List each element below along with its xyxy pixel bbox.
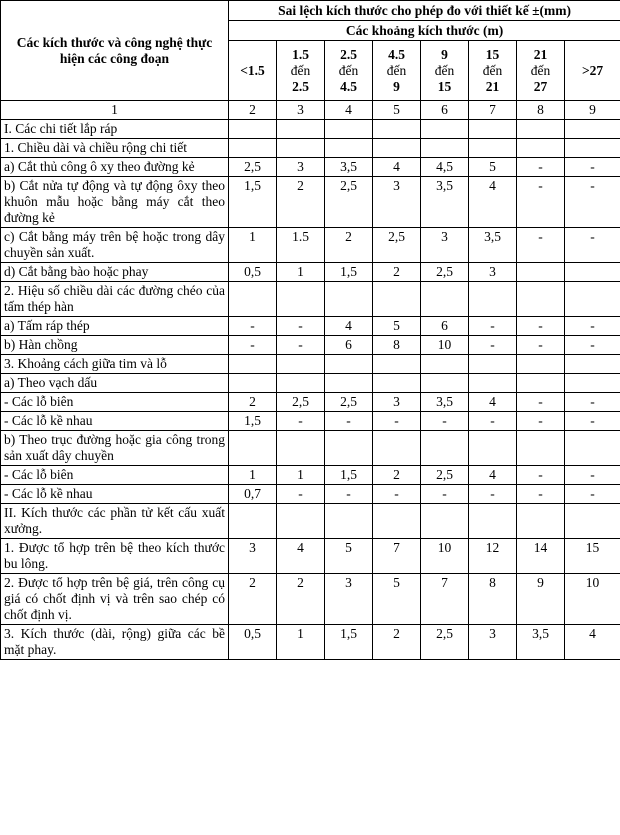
tolerance-value: 2,5 bbox=[421, 466, 469, 485]
tolerance-value: 3 bbox=[277, 158, 325, 177]
tolerance-value: 7 bbox=[373, 539, 421, 574]
column-number: 2 bbox=[229, 101, 277, 120]
tolerance-value: 6 bbox=[325, 336, 373, 355]
tolerance-value: - bbox=[277, 336, 325, 355]
table-row bbox=[1, 139, 620, 158]
column-numbers-row bbox=[1, 101, 620, 120]
column-number: 5 bbox=[373, 101, 421, 120]
row-description: 1. Chiều dài và chiều rộng chi tiết bbox=[1, 139, 229, 158]
tolerance-value: - bbox=[565, 485, 620, 504]
range-header bbox=[373, 41, 421, 101]
tolerance-value bbox=[229, 120, 277, 139]
tolerance-value: - bbox=[565, 412, 620, 431]
tolerance-value: - bbox=[277, 317, 325, 336]
table-row bbox=[1, 485, 620, 504]
tolerance-value bbox=[373, 282, 421, 317]
table-row bbox=[1, 317, 620, 336]
tolerance-value bbox=[565, 431, 620, 466]
range-header bbox=[469, 41, 517, 101]
tolerance-value bbox=[373, 120, 421, 139]
tolerance-value bbox=[517, 374, 565, 393]
tolerance-value bbox=[325, 431, 373, 466]
tolerance-value: - bbox=[565, 228, 620, 263]
tolerance-value: 1 bbox=[229, 466, 277, 485]
range-header bbox=[277, 41, 325, 101]
tolerance-value bbox=[229, 504, 277, 539]
tolerance-value: 3 bbox=[373, 177, 421, 228]
tolerance-value bbox=[469, 374, 517, 393]
range-header-text: 15 bbox=[485, 46, 500, 62]
tolerance-value: 1,5 bbox=[325, 625, 373, 660]
tolerance-value bbox=[565, 139, 620, 158]
tolerance-value: 5 bbox=[373, 574, 421, 625]
tolerance-value: 3 bbox=[229, 539, 277, 574]
table-row bbox=[1, 431, 620, 466]
tolerance-value: 3,5 bbox=[421, 393, 469, 412]
tolerance-value: 10 bbox=[421, 539, 469, 574]
row-description: a) Theo vạch dấu bbox=[1, 374, 229, 393]
tolerance-value: - bbox=[325, 485, 373, 504]
tolerance-value: 3 bbox=[469, 263, 517, 282]
tolerance-value: 4,5 bbox=[421, 158, 469, 177]
tolerance-value: - bbox=[277, 412, 325, 431]
row-description: 2. Hiệu số chiều dài các đường chéo của tấm thép hàn bbox=[1, 282, 229, 317]
tolerance-value: 3,5 bbox=[469, 228, 517, 263]
tolerance-value: 5 bbox=[373, 317, 421, 336]
tolerance-value bbox=[325, 282, 373, 317]
tolerance-value bbox=[517, 120, 565, 139]
tolerance-value: 15 bbox=[565, 539, 620, 574]
tolerance-value: 0,5 bbox=[229, 263, 277, 282]
tolerance-value: 14 bbox=[517, 539, 565, 574]
tolerance-value: 0,5 bbox=[229, 625, 277, 660]
tolerance-value: - bbox=[373, 485, 421, 504]
section-heading: I. Các chi tiết lắp ráp bbox=[1, 120, 229, 139]
tolerance-value: 1 bbox=[277, 466, 325, 485]
tolerance-value: 10 bbox=[565, 574, 620, 625]
tolerance-value bbox=[229, 374, 277, 393]
tolerance-value bbox=[565, 374, 620, 393]
tolerance-value: - bbox=[469, 336, 517, 355]
table-row bbox=[1, 355, 620, 374]
table-row bbox=[1, 393, 620, 412]
tolerance-value: 2,5 bbox=[421, 625, 469, 660]
tolerance-value bbox=[277, 120, 325, 139]
tolerance-value: 4 bbox=[277, 539, 325, 574]
tolerance-value: - bbox=[565, 336, 620, 355]
row-description: 3. Khoảng cách giữa tim và lỗ bbox=[1, 355, 229, 374]
tolerance-value bbox=[277, 374, 325, 393]
column-number: 8 bbox=[517, 101, 565, 120]
range-header bbox=[325, 41, 373, 101]
tolerance-value: 1 bbox=[229, 228, 277, 263]
tolerance-value: 3 bbox=[373, 393, 421, 412]
row-description: 3. Kích thước (dài, rộng) giữa các bề mặt phay. bbox=[1, 625, 229, 660]
tolerance-value bbox=[277, 431, 325, 466]
tolerance-value: - bbox=[565, 466, 620, 485]
tolerance-value: - bbox=[565, 158, 620, 177]
tolerance-value: 3,5 bbox=[325, 158, 373, 177]
range-header-text: đến bbox=[290, 62, 311, 78]
tolerance-value: 2,5 bbox=[229, 158, 277, 177]
tolerance-value bbox=[517, 263, 565, 282]
tolerance-value bbox=[565, 120, 620, 139]
tolerance-value: 2,5 bbox=[373, 228, 421, 263]
table-row bbox=[1, 539, 620, 574]
range-header-text: 9 bbox=[393, 78, 400, 94]
tolerance-value: 4 bbox=[325, 317, 373, 336]
tolerance-value: 9 bbox=[517, 574, 565, 625]
range-header-text: 15 bbox=[437, 78, 452, 94]
range-header-text: >27 bbox=[581, 62, 604, 78]
tolerance-value: - bbox=[517, 412, 565, 431]
tolerance-value: 3 bbox=[421, 228, 469, 263]
range-header-text: 1.5 bbox=[292, 46, 309, 62]
table-row bbox=[1, 120, 620, 139]
column-number: 3 bbox=[277, 101, 325, 120]
range-header-text: 9 bbox=[441, 46, 448, 62]
range-header-text: 2.5 bbox=[340, 46, 357, 62]
tolerance-value: - bbox=[517, 177, 565, 228]
table-row bbox=[1, 177, 620, 228]
tolerance-value bbox=[277, 504, 325, 539]
tolerance-value: - bbox=[517, 228, 565, 263]
tolerance-value bbox=[229, 282, 277, 317]
tolerance-value bbox=[517, 504, 565, 539]
column-number: 4 bbox=[325, 101, 373, 120]
tolerance-value: - bbox=[229, 336, 277, 355]
tolerance-value bbox=[277, 282, 325, 317]
tolerance-value bbox=[565, 263, 620, 282]
tolerance-value: 1.5 bbox=[277, 228, 325, 263]
tolerance-value: - bbox=[517, 393, 565, 412]
tolerance-value bbox=[421, 120, 469, 139]
range-header-text: 27 bbox=[533, 78, 548, 94]
tolerance-value: 10 bbox=[421, 336, 469, 355]
tolerance-value bbox=[373, 504, 421, 539]
tolerance-value bbox=[469, 431, 517, 466]
tolerance-value: - bbox=[373, 412, 421, 431]
tolerance-value: - bbox=[517, 158, 565, 177]
tolerance-value: 1,5 bbox=[229, 177, 277, 228]
range-header-text: 4.5 bbox=[388, 46, 405, 62]
tolerance-value bbox=[517, 139, 565, 158]
table-row bbox=[1, 625, 620, 660]
tolerance-value: 5 bbox=[469, 158, 517, 177]
tolerance-value bbox=[469, 139, 517, 158]
tolerance-value: 2,5 bbox=[325, 393, 373, 412]
tolerance-value: - bbox=[325, 412, 373, 431]
table-row bbox=[1, 412, 620, 431]
range-header-text: 21 bbox=[533, 46, 548, 62]
tolerance-value bbox=[565, 504, 620, 539]
tolerance-value bbox=[421, 374, 469, 393]
tolerance-value bbox=[373, 355, 421, 374]
tolerance-value: 1,5 bbox=[229, 412, 277, 431]
tolerance-value: - bbox=[469, 412, 517, 431]
column-number: 6 bbox=[421, 101, 469, 120]
table-row bbox=[1, 466, 620, 485]
row-description: c) Cắt bằng máy trên bệ hoặc trong dây chuyền sản xuất. bbox=[1, 228, 229, 263]
tolerance-value: 8 bbox=[373, 336, 421, 355]
row-description: - Các lỗ kề nhau bbox=[1, 485, 229, 504]
tolerance-value: - bbox=[565, 393, 620, 412]
table-row bbox=[1, 282, 620, 317]
tolerance-value bbox=[469, 120, 517, 139]
tolerance-value: 12 bbox=[469, 539, 517, 574]
tolerance-value bbox=[325, 355, 373, 374]
range-header-text: đến bbox=[386, 62, 407, 78]
tolerance-value: 2 bbox=[373, 625, 421, 660]
tolerance-value: 3 bbox=[469, 625, 517, 660]
tolerance-value: 5 bbox=[325, 539, 373, 574]
tolerance-value: - bbox=[517, 317, 565, 336]
row-description: a) Cắt thủ công ô xy theo đường kẻ bbox=[1, 158, 229, 177]
table-row bbox=[1, 336, 620, 355]
tolerance-value: 1,5 bbox=[325, 263, 373, 282]
tolerance-value: - bbox=[517, 336, 565, 355]
tolerance-value bbox=[373, 374, 421, 393]
tolerance-value bbox=[421, 139, 469, 158]
tolerance-value bbox=[469, 355, 517, 374]
tolerance-value: - bbox=[565, 177, 620, 228]
tolerance-value: 2 bbox=[229, 574, 277, 625]
table-row bbox=[1, 158, 620, 177]
tolerance-value bbox=[229, 139, 277, 158]
range-header-text: đến bbox=[482, 62, 503, 78]
tolerance-value: 4 bbox=[469, 466, 517, 485]
column-number: 9 bbox=[565, 101, 620, 120]
tolerance-value: - bbox=[517, 466, 565, 485]
tolerance-value bbox=[325, 120, 373, 139]
range-header-text: đến bbox=[434, 62, 455, 78]
tolerance-header: Sai lệch kích thước cho phép đo với thiết kế ±(mm) bbox=[229, 1, 620, 21]
tolerance-value: 2 bbox=[373, 466, 421, 485]
size-ranges-header: Các khoảng kích thước (m) bbox=[229, 21, 620, 41]
tolerance-value: 2 bbox=[277, 177, 325, 228]
row-description: b) Theo trục đường hoặc gia công trong sản xuất dây chuyền bbox=[1, 431, 229, 466]
tolerance-value bbox=[325, 139, 373, 158]
tolerance-value: 1 bbox=[277, 263, 325, 282]
tolerance-value: - bbox=[469, 485, 517, 504]
row-description: b) Hàn chồng bbox=[1, 336, 229, 355]
tolerance-value: 2,5 bbox=[277, 393, 325, 412]
table-row bbox=[1, 374, 620, 393]
row-description: - Các lỗ kề nhau bbox=[1, 412, 229, 431]
range-header bbox=[229, 41, 277, 101]
range-header-text: 2.5 bbox=[292, 78, 309, 94]
tolerance-value bbox=[373, 139, 421, 158]
row-description: - Các lỗ biên bbox=[1, 466, 229, 485]
tolerance-value: 1 bbox=[277, 625, 325, 660]
tolerance-value: 4 bbox=[565, 625, 620, 660]
tolerance-value: - bbox=[469, 317, 517, 336]
tolerance-value bbox=[469, 504, 517, 539]
column-number: 7 bbox=[469, 101, 517, 120]
row-description: d) Cắt bằng bào hoặc phay bbox=[1, 263, 229, 282]
tolerance-value bbox=[517, 355, 565, 374]
tolerance-value: 2,5 bbox=[421, 263, 469, 282]
row-description: b) Cắt nửa tự động và tự động ôxy theo khuôn mẫu hoặc bằng máy cắt theo đường kẻ bbox=[1, 177, 229, 228]
tolerance-value: 4 bbox=[469, 393, 517, 412]
tolerance-value bbox=[229, 431, 277, 466]
tolerance-value bbox=[229, 355, 277, 374]
tolerance-value: 0,7 bbox=[229, 485, 277, 504]
tolerance-value bbox=[421, 282, 469, 317]
tolerance-value: 3,5 bbox=[421, 177, 469, 228]
range-header bbox=[421, 41, 469, 101]
tolerance-value bbox=[373, 431, 421, 466]
tolerance-value: 7 bbox=[421, 574, 469, 625]
table-row bbox=[1, 228, 620, 263]
section-heading: II. Kích thước các phần tử kết cấu xuất xưởng. bbox=[1, 504, 229, 539]
table-row bbox=[1, 504, 620, 539]
range-header bbox=[565, 41, 620, 101]
tolerance-value: 3 bbox=[325, 574, 373, 625]
tolerance-value: - bbox=[517, 485, 565, 504]
range-header-text: 21 bbox=[485, 78, 500, 94]
range-header-text: 4.5 bbox=[340, 78, 357, 94]
row-description: a) Tấm ráp thép bbox=[1, 317, 229, 336]
tolerance-value bbox=[565, 355, 620, 374]
tolerance-value bbox=[421, 504, 469, 539]
row-description: - Các lỗ biên bbox=[1, 393, 229, 412]
range-header-text: đến bbox=[338, 62, 359, 78]
row-description: 1. Được tổ hợp trên bệ theo kích thước bu lông. bbox=[1, 539, 229, 574]
tolerance-value: - bbox=[421, 485, 469, 504]
range-header-text: <1.5 bbox=[240, 62, 265, 78]
tolerance-value bbox=[325, 504, 373, 539]
tolerance-value: 4 bbox=[373, 158, 421, 177]
tolerance-value bbox=[469, 282, 517, 317]
tolerance-value: 2 bbox=[325, 228, 373, 263]
range-header bbox=[517, 41, 565, 101]
tolerance-value bbox=[277, 355, 325, 374]
tolerance-value: 2 bbox=[373, 263, 421, 282]
tolerance-value: - bbox=[277, 485, 325, 504]
table-body bbox=[1, 120, 620, 660]
tolerance-value: 2,5 bbox=[325, 177, 373, 228]
tolerance-value: 2 bbox=[229, 393, 277, 412]
table-row bbox=[1, 574, 620, 625]
tolerance-value: 1,5 bbox=[325, 466, 373, 485]
tolerance-value: - bbox=[421, 412, 469, 431]
tolerance-value bbox=[421, 355, 469, 374]
tolerance-value bbox=[277, 139, 325, 158]
tolerance-value: - bbox=[565, 317, 620, 336]
tolerance-value: 6 bbox=[421, 317, 469, 336]
range-header-text: đến bbox=[530, 62, 551, 78]
description-column-header: Các kích thước và công nghệ thực hiện các công đoạn bbox=[1, 1, 229, 101]
tolerance-value: 3,5 bbox=[517, 625, 565, 660]
column-number: 1 bbox=[1, 101, 229, 120]
tolerance-value: 4 bbox=[469, 177, 517, 228]
row-description: 2. Được tổ hợp trên bệ giá, trên công cụ giá có chốt định vị và trên sao chép có chốt định vị. bbox=[1, 574, 229, 625]
tolerance-value bbox=[325, 374, 373, 393]
tolerance-value: - bbox=[229, 317, 277, 336]
tolerance-value bbox=[517, 431, 565, 466]
table-row bbox=[1, 263, 620, 282]
table-header bbox=[1, 1, 620, 120]
tolerance-value bbox=[517, 282, 565, 317]
tolerance-value bbox=[421, 431, 469, 466]
tolerance-value bbox=[565, 282, 620, 317]
tolerance-value: 8 bbox=[469, 574, 517, 625]
tolerance-value: 2 bbox=[277, 574, 325, 625]
